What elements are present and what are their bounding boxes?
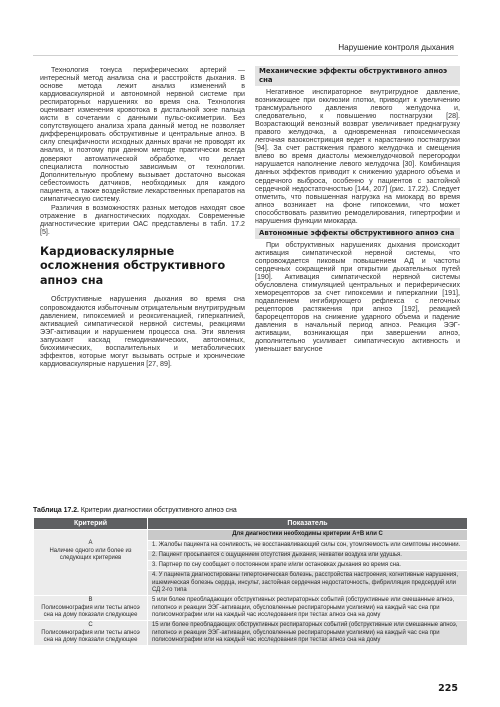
indicator-a-4: 4. У пациента диагностированы гипертоническая болезнь, расстройства настроения, когнитивные нарушения, ишемическая болезнь сердца, инсульт, застойная сердечная недостаточность, фибрилляция предсердий или СД 2-го типа xyxy=(148,571,468,596)
table-caption-label: Таблица 17.2. xyxy=(33,507,79,514)
body-paragraph: Технология тонуса периферических артерий — интересный метод анализа сна и расстройств дыхания. В основе метода лежит анализ изменений в кардиоваскулярной и автономной нервной системе при респираторных нарушениях во время сна. Технология оценивает изменения кровотока в дистальной зоне пальца кисти в сочетании с данными пульс-оксиметрии. Без сопутствующего анализа храпа данный метод не позволяет дифференцировать обструктивные и центральные апноэ. В силу специфичности исходных данных врачи не проводят их анализ, и поэтому при данном методе практически всегда доверяют автоматической обработке, что делает специалиста полностью зависимым от технологии. Дополнительную проблему вызывает достаточно высокая себестоимость датчиков, необходимых для каждого пациента, а также воздействие лекарственных препаратов на симпатическую систему. xyxy=(40,66,245,203)
section-heading: Кардиоваскулярные осложнения обструктивного апноэ сна xyxy=(40,244,226,287)
left-column xyxy=(40,66,245,369)
indicator-c: 15 или более преобладающих обструктивных респираторных событий (обструктивные или смешанные апноэ, гипопноэ и реакции ЭЭГ-активации, обусловленные респираторными усилиями) на каждый час сна при полисомнографии или на каждый час исследования при тестах апноэ сна на дому xyxy=(148,621,468,646)
indicator-b: 5 или более преобладающих обструктивных респираторных событий (обструктивные или смешанные апноэ, гипопноэ и реакции ЭЭГ-активации, обусловленные респираторными усилиями) на каждый час сна при полисомнографии или на каждый час исследования при тестах апноэ сна на дому xyxy=(148,596,468,621)
page-number: 225 xyxy=(438,683,458,694)
criterion-c-cell: С Полисомнография или тесты апноэ сна на дому показали следующее xyxy=(34,621,148,646)
table-subheader: Для диагностики необходимы критерии А+В или С xyxy=(148,530,468,540)
header-rule xyxy=(33,55,458,56)
indicator-a-1: 1. Жалобы пациента на сонливость, не восстанавливающий силы сон, утомляемость или симптомы инсомнии. xyxy=(148,540,468,550)
indicator-a-2: 2. Пациент просыпается с ощущением отсутствия дыхания, нехватки воздуха или удушья. xyxy=(148,550,468,560)
body-paragraph: Негативное инспираторное внутригрудное давление, возникающее при окклюзии глотки, приводит к увеличению трансмурального давления левого желудочка и, следовательно, к повышению постнагрузки [28]. Возрастающий венозный возврат увеличивает преднагрузку правого желудочка, а одновременная гипоксемическая легочная вазоконстрикция ведет к нарастанию постнагрузки [94]. За счет растяжения правого желудочка и смещения влево во время диастолы межжелудочковой перегородки нарушается наполнение левого желудочка [30]. Комбинация данных эффектов приводит к снижению ударного объема и сердечного выброса, особенно у пациентов с застойной сердечной недостаточностью [144, 207] (рис. 17.22). Следует отметить, что повышенная нагрузка на миокард во время апноэ возникает на фоне гипоксемии, что может способствовать развитию ремоделирования, гипертрофии и нарушения функции миокарда. xyxy=(255,88,460,225)
table-caption xyxy=(33,507,237,514)
criterion-a-cell: А Наличие одного или более из следующих критериев xyxy=(34,530,148,596)
running-head: Нарушение контроля дыхания xyxy=(338,43,454,52)
criterion-b-cell: В Полисомнография или тесты апноэ сна на дому показали следующее xyxy=(34,596,148,621)
indicator-a-3: 3. Партнер по сну сообщает о постоянном храпе и/или остановках дыхания во время сна. xyxy=(148,561,468,571)
body-paragraph: При обструктивных нарушениях дыхания происходит активация симпатической нервной системы, что сопровождается пиковым повышением АД и частоты сердечных сокращений при открытии дыхательных путей [190]. Активация симпатической нервной системы обусловлена стимуляцией центральных и периферических хеморецепторов за счет гипоксемии и гиперкапнии [191], подавлением ингибирующего рефлекса с легочных рецепторов растяжения при апноэ [192], реакцией барорецепторов на снижение ударного объема и падение давления в начальный период апноэ. Реакция ЭЭГ-активации, возникающая при завершении апноэ, дополнительно усиливает симпатическую активность и уменьшает вагусное xyxy=(255,240,460,354)
subsection-heading: Механические эффекты обструктивного апноэ сна xyxy=(255,66,460,86)
table-caption-text: Критерии диагностики обструктивного апноэ сна xyxy=(80,507,237,514)
right-column xyxy=(255,66,460,354)
body-paragraph: Обструктивные нарушения дыхания во время сна сопровождаются избыточным отрицательным внутригрудным давлением, гипоксемией и реоксигенацией, гиперкапнией, активацией симпатической нервной системы, реакциями ЭЭГ-активации и нарушением процесса сна. Эти явления запускают каскад гемодинамических, автономных, биохимических, воспалительных и метаболических эффектов, которые могут вызывать острые и хронические кардиоваскулярные нарушения [27, 89]. xyxy=(40,295,245,368)
criteria-table xyxy=(33,517,468,646)
table-header-indicator: Показатель xyxy=(148,518,468,530)
subsection-heading: Автономные эффекты обструктивного апноэ сна xyxy=(255,228,460,239)
table-header-criterion: Критерий xyxy=(34,518,148,530)
body-paragraph: Различия в возможностях разных методов находят свое отражение в диагностических подходах. Современные диагностические критерии ОАС представлены в табл. 17.2 [5]. xyxy=(40,203,245,236)
